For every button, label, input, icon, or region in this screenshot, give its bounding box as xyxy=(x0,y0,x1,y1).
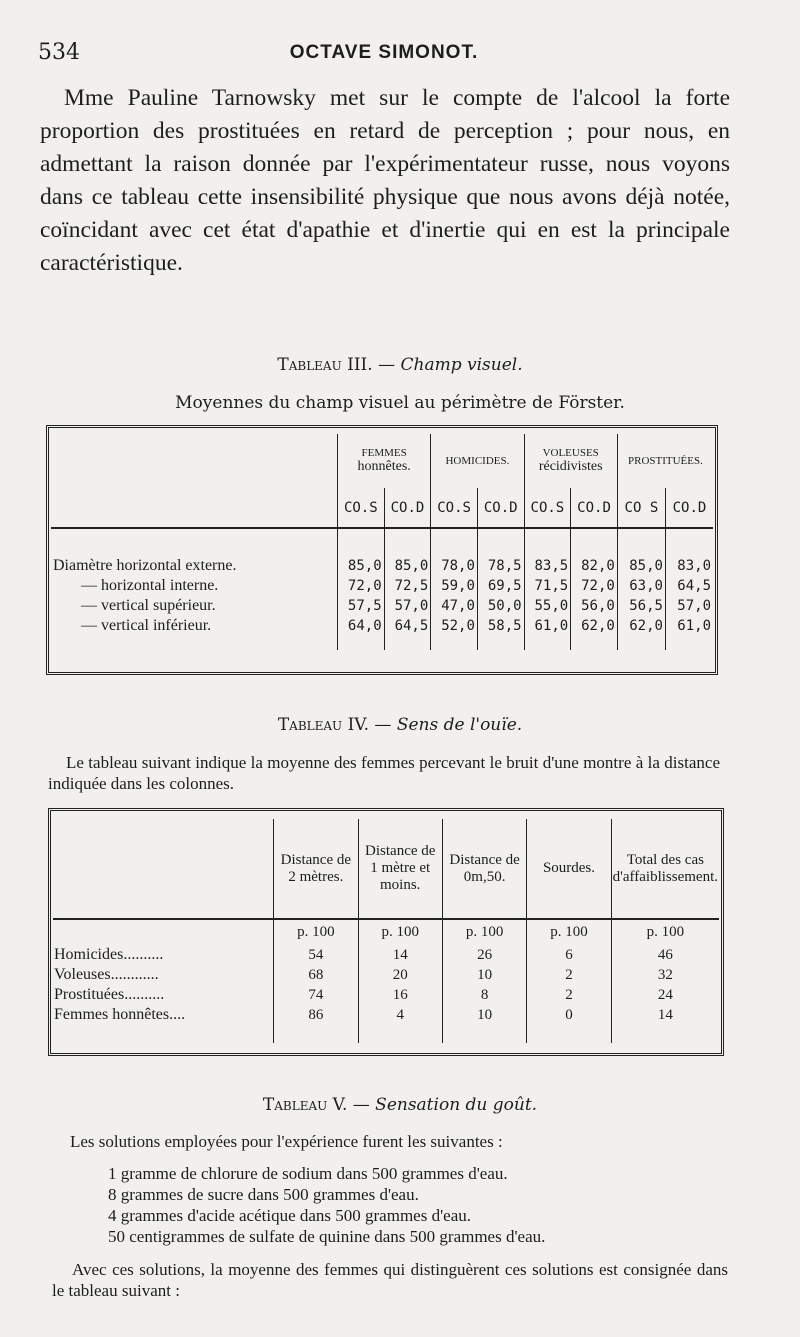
subcol: CO S xyxy=(617,488,665,528)
subcol: CO.S xyxy=(524,488,571,528)
list-item: 8 grammes de sucre dans 500 grammes d'eau. xyxy=(108,1185,419,1204)
table-row: Homicides.......... 54 14 26 6 46 xyxy=(53,945,719,965)
subcol: CO.D xyxy=(571,488,618,528)
table4-intro: Le tableau suivant indique la moyenne des femmes percevant le bruit d'une montre à la distance indiquée dans les colonnes. xyxy=(48,753,720,793)
table-row: Voleuses............ 68 20 10 2 32 xyxy=(53,965,719,985)
subcol: CO.S xyxy=(431,488,478,528)
table4-col: Distance de 0m,50. xyxy=(442,819,526,919)
table4-caption: Tableau IV. — Sens de l'ouïe. xyxy=(277,715,523,735)
table-row: Prostituées.......... 74 16 8 2 24 xyxy=(53,985,719,1005)
table4-col: Distance de 1 mètre et moins. xyxy=(358,819,442,919)
table3 xyxy=(46,425,718,675)
table4-col: Total des cas d'affaiblissement. xyxy=(611,819,719,919)
table-row: — horizontal interne. 72,0 72,5 59,0 69,5 71,5 72,0 63,0 64,5 xyxy=(81,577,711,594)
running-title: OCTAVE SIMONOT. xyxy=(289,42,479,63)
table5-outro: Avec ces solutions, la moyenne des femmes qui distinguèrent ces solutions est consignée dans le tableau suivant : xyxy=(52,1260,728,1300)
table3-group-2: HOMICIDES. xyxy=(431,434,524,488)
table5-caption: Tableau V. — Sensation du goût. xyxy=(262,1095,538,1115)
table-row: — vertical inférieur. 64,0 64,5 52,0 58,5 61,0 62,0 62,0 61,0 xyxy=(81,617,711,634)
table4-col: Sourdes. xyxy=(527,819,611,919)
table3-caption: Tableau III. — Champ visuel. xyxy=(277,355,523,375)
subcol: CO.D xyxy=(384,488,431,528)
subcol: CO.D xyxy=(665,488,713,528)
list-item: 50 centigrammes de sulfate de quinine dans 500 grammes d'eau. xyxy=(108,1227,546,1246)
table-row: Diamètre horizontal externe. 85,0 85,0 78,0 78,5 83,5 82,0 85,0 83,0 xyxy=(53,557,711,574)
table3-group-4: PROSTITUÉES. xyxy=(617,434,713,488)
table-row: — vertical supérieur. 57,5 57,0 47,0 50,0 55,0 56,0 56,5 57,0 xyxy=(81,597,711,614)
page-number: 534 xyxy=(38,40,80,65)
table3-group-1: FEMMES honnêtes. xyxy=(338,434,431,488)
intro-paragraph: Mme Pauline Tarnowsky met sur le compte de l'alcool la forte proportion des prostituées en retard de perception ; pour nous, en admettant la raison donnée par l'expérimentateur russe, nous voyons dans ce tableau cette insensibilité physique que nous avons déjà notée, coïncidant avec cet état d'apathie et d'inertie qui en est la principale caractéristique. xyxy=(40,85,730,276)
subcol: CO.S xyxy=(338,488,385,528)
table3-subtitle: Moyennes du champ visuel au périmètre de Förster. xyxy=(175,393,625,413)
table4-col: Distance de 2 mètres. xyxy=(274,819,358,919)
table3-group-3: VOLEUSES récidivistes xyxy=(524,434,617,488)
list-item: 4 grammes d'acide acétique dans 500 grammes d'eau. xyxy=(108,1206,471,1225)
table-row: Femmes honnêtes.... 86 4 10 0 14 xyxy=(53,1005,719,1025)
subcol: CO.D xyxy=(477,488,524,528)
solutions-list xyxy=(108,1163,545,1247)
page-header xyxy=(38,36,730,70)
table5-intro: Les solutions employées pour l'expérience furent les suivantes : xyxy=(70,1132,503,1151)
table4: Distance de 2 mètres. Distance de 1 mètre et moins. Distance de 0m,50. Sourdes. Total des cas d'affaiblissement. p. 100 p. 100 p. 100 p. 100 p. 100 Homicides.......... 54 14 26 6 46 Voleuses............ 68 20 10 2 32 Prostituées.......... 74 16 8 2 24 Femmes honnêtes.... 86 4 10 0 14 xyxy=(48,808,724,1056)
list-item: 1 gramme de chlorure de sodium dans 500 grammes d'eau. xyxy=(108,1164,508,1183)
